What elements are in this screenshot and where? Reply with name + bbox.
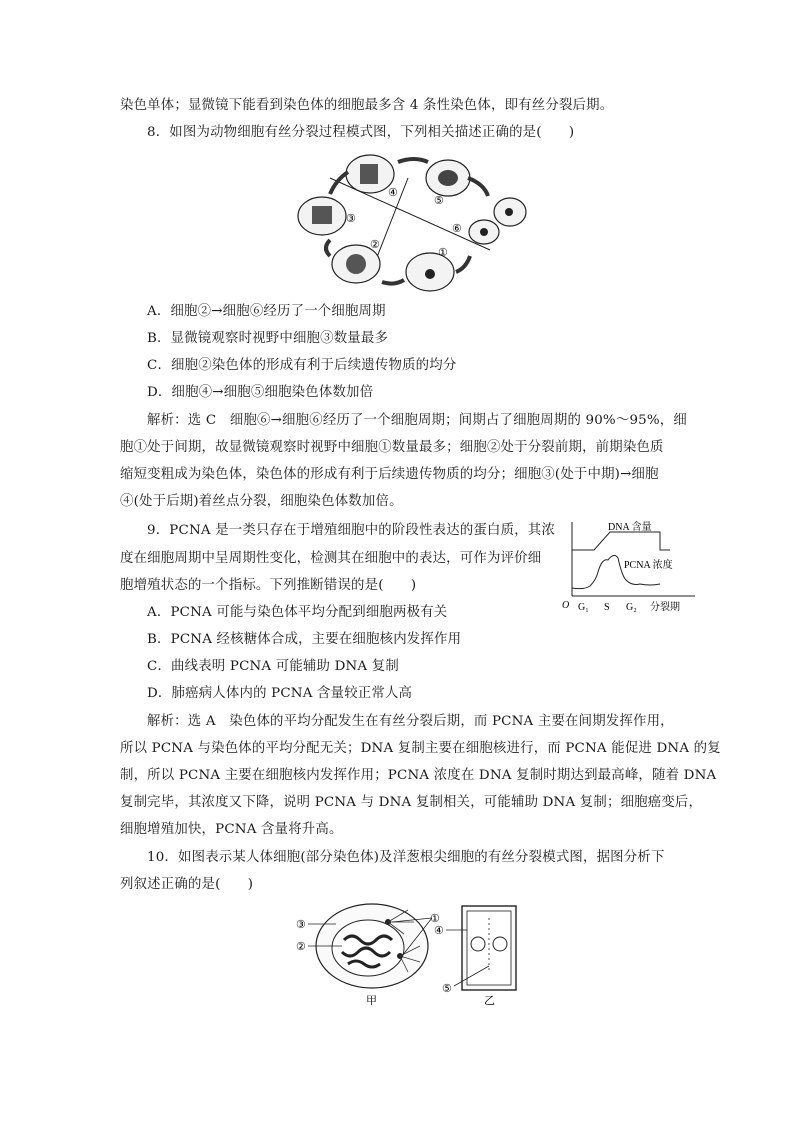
- figure-label: ④: [434, 925, 444, 937]
- figure-caption: 甲: [366, 995, 377, 1007]
- option-9c: C．曲线表明 PCNA 可能辅助 DNA 复制: [147, 659, 399, 674]
- option-9d: D．肺癌病人体内的 PCNA 含量较正常人高: [147, 686, 413, 701]
- tick-label: G₂: [626, 602, 637, 613]
- explanation-9: 所以 PCNA 与染色体的平均分配无关；DNA 复制主要在细胞核进行，而 PCNA 能促进 DNA 的复: [120, 741, 721, 756]
- figure-label: ②: [370, 239, 380, 251]
- option-8c: C．细胞②染色体的形成有利于后续遗传物质的均分: [147, 358, 457, 373]
- figure-caption: 乙: [484, 995, 495, 1007]
- figure-label: ⑤: [442, 983, 452, 995]
- tick-label: S: [604, 602, 610, 613]
- mitosis-figure: [296, 900, 526, 1010]
- question-10-stem: 10．如图表示某人体细胞(部分染色体)及洋葱根尖细胞的有丝分裂模式图，据图分析下: [147, 850, 665, 865]
- tick-label: 分裂期: [650, 602, 680, 613]
- figure-label: ①: [430, 913, 440, 925]
- tick-label: G₁: [578, 602, 589, 613]
- question-10-stem: 列叙述正确的是( ): [120, 877, 254, 892]
- figure-label: ①: [438, 247, 448, 259]
- figure-label: ⑤: [434, 195, 444, 207]
- explanation-8: 缩短变粗成为染色体，染色体的形成有利于后续遗传物质的均分；细胞③(处于中期)→细胞: [120, 467, 659, 482]
- text-line: 染色单体；显微镜下能看到染色体的细胞最多含 4 条性染色体，即有丝分裂后期。: [120, 98, 614, 113]
- option-8d: D．细胞④→细胞⑤细胞染色体数加倍: [147, 385, 374, 400]
- axis-origin: O: [562, 600, 570, 611]
- question-9-stem: 9．PCNA 是一类只存在于增殖细胞中的阶段性表达的蛋白质，其浓: [147, 523, 555, 538]
- pcna-chart: [560, 516, 700, 616]
- explanation-9: 复制完毕，其浓度又下降，说明 PCNA 与 DNA 复制相关，可能辅助 DNA 复制；细胞癌变后，: [120, 795, 703, 810]
- explanation-8: ④(处于后期)着丝点分裂，细胞染色体数加倍。: [120, 494, 403, 509]
- figure-label: ④: [388, 187, 398, 199]
- option-8a: A．细胞②→细胞⑥经历了一个细胞周期: [147, 304, 386, 319]
- explanation-9: 制，所以 PCNA 主要在细胞核内发挥作用；PCNA 浓度在 DNA 复制时期达到最高峰，随着 DNA: [120, 768, 717, 783]
- question-9-stem: 度在细胞周期中呈周期性变化，检测其在细胞中的表达，可作为评价细: [120, 551, 542, 566]
- series-label: PCNA 浓度: [624, 560, 673, 571]
- explanation-8: 解析：选 C 细胞⑥→细胞⑥经历了一个细胞周期；间期占了细胞周期的 90%～95%，细: [147, 413, 687, 428]
- series-label: DNA 含量: [608, 522, 652, 533]
- figure-label: ③: [346, 213, 356, 225]
- figure-label: ③: [296, 919, 306, 931]
- explanation-8: 胞①处于间期，故显微镜观察时视野中细胞①数量最多；细胞②处于分裂前期，前期染色质: [120, 440, 664, 455]
- figure-label: ②: [296, 941, 306, 953]
- question-9-stem: 胞增殖状态的一个指标。下列推断错误的是( ): [120, 578, 417, 593]
- option-9a: A．PCNA 可能与染色体平均分配到细胞两极有关: [147, 605, 448, 620]
- option-9b: B．PCNA 经核糖体合成，主要在细胞核内发挥作用: [147, 632, 462, 647]
- explanation-9: 细胞增殖加快，PCNA 含量将升高。: [120, 822, 343, 837]
- cell-cycle-figure: [290, 150, 530, 300]
- explanation-9: 解析：选 A 染色体的平均分配发生在有丝分裂后期，而 PCNA 主要在间期发挥作用，: [147, 714, 674, 729]
- figure-label: ⑥: [452, 223, 462, 235]
- question-8-stem: 8．如图为动物细胞有丝分裂过程模式图，下列相关描述正确的是( ): [147, 125, 575, 140]
- option-8b: B．显微镜观察时视野中细胞③数量最多: [147, 331, 389, 346]
